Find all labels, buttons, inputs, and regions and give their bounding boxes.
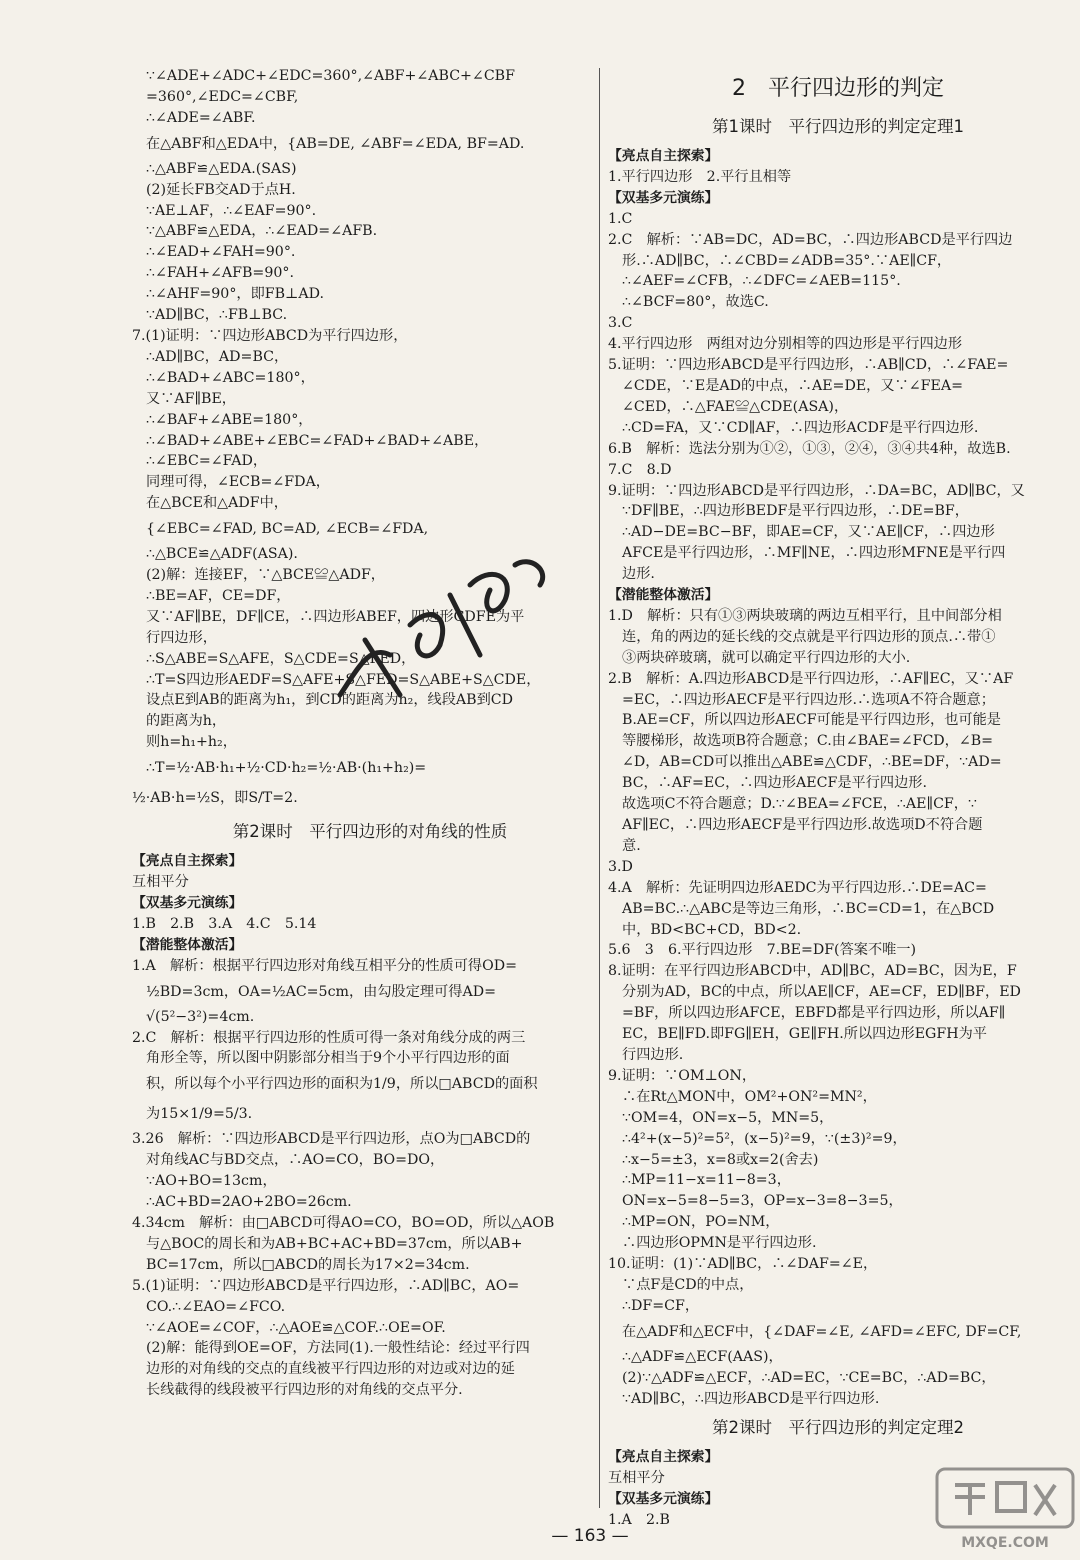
text-line: ∴DF=CF，: [622, 1297, 700, 1314]
text-line: 3.D: [608, 858, 633, 875]
text-line: ∵∠ADE+∠ADC+∠EDC=360°,∠ABF+∠ABC+∠CBF: [146, 68, 515, 84]
text-line: 在△BCE和△ADF中，: [146, 495, 288, 512]
text-line: 又∵AF∥BE，: [146, 390, 236, 407]
text-line: 边形的对角线的交点的直线被平行四边形的对边或对边的延: [146, 1361, 515, 1378]
text-line: ∴BE=AF，CE=DF，: [146, 587, 291, 604]
text-line: 故选项C不符合题意；D.∵∠BEA=∠FCE，∴AE∥CF，∵: [622, 796, 977, 813]
lesson-title: 第2课时 平行四边形的对角线的性质: [232, 822, 508, 842]
text-line: 积，所以每个小平行四边形的面积为1/9，所以□ABCD的面积: [146, 1076, 538, 1093]
text-line: ON=x−5=8−5=3，OP=x−3=8−3=5，: [622, 1193, 903, 1210]
text-line: ∴∠AEF=∠CFB，∴∠DFC=∠AEB=115°.: [622, 273, 901, 290]
page-number: — 163 —: [551, 1526, 629, 1546]
text-line: 2.C 解析：∵AB=DC，AD=BC，∴四边形ABCD是平行四边: [608, 231, 1013, 248]
text-line: ∴∠BAF+∠ABE=180°，: [146, 411, 313, 428]
text-line: ∵点F是CD的中点，: [622, 1276, 754, 1293]
text-line: {∠EBC=∠FAD, BC=AD, ∠ECB=∠FDA,: [146, 521, 429, 538]
text-line: (2)∵△ADF≌△ECF，∴AD=EC，∵CE=BC，∴AD=BC，: [622, 1369, 996, 1386]
section-header: 【潜能整体激活】: [132, 936, 243, 953]
text-line: =BF，所以四边形AFCE，EBFD都是平行四边形，所以AF∥: [622, 1005, 1006, 1022]
text-line: ∴△ABF≌△EDA.(SAS): [146, 160, 297, 177]
text-line: 为15×1/9=5/3.: [146, 1106, 253, 1123]
text-line: 10.证明：(1)∵AD∥BC，∴∠DAF=∠E，: [608, 1256, 878, 1273]
text-line: ∵AD∥BC，∴四边形ABCD是平行四边形.: [622, 1390, 880, 1407]
text-line: 9.证明：∵OM⊥ON，: [608, 1067, 757, 1084]
text-line: =EC，∴四边形AECF是平行四边形.∴选项A不符合题意；: [622, 691, 995, 708]
section-header: 【亮点自主探索】: [608, 148, 719, 164]
text-line: ∵∠AOE=∠COF，∴△AOE≌△COF.∴OE=OF.: [146, 1319, 446, 1336]
svg-text:MXQE.COM: MXQE.COM: [961, 1535, 1049, 1551]
text-line: ∵DF∥BE，∴四边形BEDF是平行四边形，∴DE=BF，: [622, 503, 969, 520]
text-line: ∴MP=ON，PO=NM，: [622, 1214, 780, 1231]
text-line: 1.D 解析：只有①③两块玻璃的两边互相平行，且中间部分相: [608, 607, 1002, 624]
text-line: (2)解：能得到OE=OF，方法同(1).一般性结论：经过平行四: [146, 1340, 530, 1357]
answer-line: 1.A 2.B: [608, 1512, 670, 1529]
text-line: ∴四边形OPMN是平行四边形.: [622, 1235, 817, 1252]
text-line: AFCE是平行四边形，∴MF∥NE，∴四边形MFNE是平行四: [622, 545, 1006, 562]
text-line: 1.C: [608, 210, 633, 227]
text-line: ∴在Rt△MON中，OM²+ON²=MN²，: [622, 1088, 877, 1105]
section-header: 【亮点自主探索】: [608, 1449, 719, 1466]
text-line: AB=BC.∴△ABC是等边三角形，∴BC=CD=1，在△BCD: [622, 900, 995, 917]
text-line: 角形全等，所以图中阴影部分相当于9个小平行四边形的面: [146, 1050, 510, 1067]
text-line: ∴∠BAD+∠ABE+∠EBC=∠FAD+∠BAD+∠ABE，: [146, 432, 489, 449]
text-line: =360°,∠EDC=∠CBF,: [146, 88, 299, 105]
text-line: ∵OM=4，ON=x−5，MN=5，: [622, 1109, 834, 1126]
answer-line: 1.B 2.B 3.A 4.C 5.14: [132, 915, 317, 932]
answer-line: 互相平分: [132, 874, 189, 891]
text-line: (2)解：连接EF，∵△BCE≌△ADF，: [146, 567, 385, 584]
text-line: ∴∠EBC=∠FAD，: [146, 453, 268, 470]
text-line: 设点E到AB的距离为h₁，到CD的距离为h₂，线段AB到CD: [146, 692, 513, 709]
text-line: 边形.: [622, 566, 655, 583]
section-header: 【亮点自主探索】: [132, 853, 243, 870]
section-header: 【潜能整体激活】: [608, 587, 719, 604]
text-line: ∵AO+BO=13cm，: [146, 1173, 277, 1190]
text-line: ∴x−5=±3，x=8或x=2(舍去): [622, 1151, 819, 1168]
text-line: ∴S△ABE=S△AFE，S△CDE=S△FED，: [146, 650, 416, 667]
text-line: ∴△BCE≌△ADF(ASA).: [146, 546, 298, 563]
answer-line: 互相平分: [608, 1470, 665, 1487]
text-line: ∴∠BAD+∠ABC=180°，: [146, 369, 315, 386]
handwriting-scrawl: [330, 545, 560, 715]
right-column: [608, 66, 1068, 1531]
text-line: 行四边形.: [622, 1046, 684, 1063]
text-line: AF∥EC，∴四边形AECF是平行四边形.故选项D不符合题: [622, 817, 983, 833]
text-line: 的距离为h，: [146, 713, 227, 730]
text-line: EC，BE∥FD.即FG∥EH，GE∥FH.所以四边形EGFH为平: [622, 1026, 987, 1043]
text-line: 分别为AD，BC的中点，所以AE∥CF，AE=CF，ED∥BF，ED: [622, 984, 1021, 1001]
text-line: √(5²−3²)=4cm.: [146, 1008, 255, 1025]
section-header: 【双基多元演练】: [132, 895, 243, 911]
text-line: 3.26 解析：∵四边形ABCD是平行四边形，点O为□ABCD的: [132, 1131, 531, 1148]
column-divider: [599, 68, 600, 1508]
left-column: [132, 66, 594, 1401]
text-line: 4.A 解析：先证明四边形AEDC为平行四边形.∴DE=AC=: [608, 879, 987, 896]
text-line: 与△BOC的周长和为AB+BC+AC+BD=37cm，所以AB+: [146, 1235, 523, 1252]
text-line: ½BD=3cm，OA=½AC=5cm，由勾股定理可得AD=: [146, 983, 496, 1000]
text-line: 5.(1)证明：∵四边形ABCD是平行四边形，∴AD∥BC，AO=: [132, 1277, 520, 1294]
text-line: 对角线AC与BD交点，∴AO=CO，BO=DO，: [146, 1152, 445, 1169]
text-line: ∴AD−DE=BC−BF，即AE=CF，又∵AE∥CF，∴四边形: [622, 524, 995, 541]
section-title: 2 平行四边形的判定: [732, 76, 944, 101]
section-header: 【双基多元演练】: [608, 189, 719, 206]
text-line: 同理可得，∠ECB=∠FDA，: [146, 474, 330, 491]
text-line: 4.34cm 解析：由□ABCD可得AO=CO，BO=OD，所以△AOB: [132, 1214, 555, 1231]
lesson-title: 第2课时 平行四边形的判定定理2: [712, 1418, 964, 1438]
text-line: 则h=h₁+h₂，: [146, 734, 237, 751]
lesson-title: 第1课时 平行四边形的判定定理1: [712, 117, 964, 136]
text-line: ∴△ADF≌△ECF(AAS)，: [622, 1348, 783, 1365]
text-line: 意.: [622, 837, 641, 854]
text-line: ∴AD∥BC，AD=BC，: [146, 348, 289, 365]
text-line: BC，∴AF=EC，∴四边形AECF是平行四边形.: [622, 775, 927, 792]
site-logo: [935, 1465, 1075, 1555]
text-line: ∵AD∥BC，∴FB⊥BC.: [146, 307, 288, 324]
answer-line: 1.平行四边形 2.平行且相等: [608, 168, 792, 185]
text-line: 6.B 解析：选法分别为①②，①③，②④，③④共4种，故选B.: [608, 440, 1011, 457]
text-line: ∴AC+BD=2AO+2BO=26cm.: [146, 1194, 352, 1211]
text-line: 中，BD<BC+CD，BD<2.: [622, 921, 802, 938]
text-line: ∵△ABF≌△EDA，∴∠EAD=∠AFB.: [146, 223, 378, 240]
text-line: 长线截得的线段被平行四边形的对角线的交点平分.: [146, 1382, 463, 1399]
text-line: 等腰梯形，故选项B符合题意；C.由∠BAE=∠FCD，∠B=: [622, 733, 994, 750]
text-line: ∴MP=11−x=11−8=3，: [622, 1172, 791, 1189]
text-line: 8.证明：在平行四边形ABCD中，AD∥BC，AD=BC，因为E，F: [608, 963, 1017, 980]
text-line: B.AE=CF，所以四边形AECF可能是平行四边形，也可能是: [622, 712, 1001, 729]
text-line: ∴∠FAH+∠AFB=90°.: [146, 265, 294, 282]
text-line: 行四边形，: [146, 629, 217, 646]
text-line: CO.∴∠EAO=∠FCO.: [146, 1298, 286, 1315]
text-line: 7.(1)证明：∵四边形ABCD为平行四边形，: [132, 327, 408, 344]
text-line: ∴T=½·AB·h₁+½·CD·h₂=½·AB·(h₁+h₂)=: [146, 760, 427, 777]
text-line: 连，角的两边的延长线的交点就是平行四边形的顶点.∴带①: [622, 628, 996, 645]
text-line: 2.B 解析：A.四边形ABCD是平行四边形，∴AF∥EC，又∵AF: [608, 670, 1014, 687]
text-line: 在△ADF和△ECF中，{∠DAF=∠E, ∠AFD=∠EFC, DF=CF,: [622, 1323, 1022, 1340]
text-line: ∠CDE，∵E是AD的中点，∴AE=DE，又∵∠FEA=: [622, 377, 963, 394]
text-line: ∠CED，∴△FAE≌△CDE(ASA)，: [622, 398, 849, 415]
text-line: 7.C 8.D: [608, 461, 672, 478]
text-line: 9.证明：∵四边形ABCD是平行四边形，∴DA=BC，AD∥BC，又: [608, 482, 1025, 499]
text-line: 又∵AF∥BE，DF∥CE，∴四边形ABEF，四边形CDFE为平: [146, 608, 525, 625]
text-line: ½·AB·h=½S，即S/T=2.: [132, 790, 298, 807]
section-header: 【双基多元演练】: [608, 1491, 719, 1508]
text-line: ∠D，AB=CD可以推出△ABE≌△CDF，∴BE=DF，∵AD=: [622, 754, 1002, 771]
text-line: 5.6 3 6.平行四边形 7.BE=DF(答案不唯一): [608, 942, 917, 959]
text-line: 3.C: [608, 315, 633, 332]
text-line: ∴∠EAD+∠FAH=90°.: [146, 244, 296, 261]
text-line: ∴4²+(x−5)²=5²，(x−5)²=9，∵(±3)²=9，: [622, 1130, 907, 1147]
text-line: 形.∴AD∥BC，∴∠CBD=∠ADB=35°.∵AE∥CF，: [622, 252, 952, 269]
text-line: ∴CD=FA，又∵CD∥AF，∴四边形ACDF是平行四边形.: [622, 419, 979, 436]
text-line: 2.C 解析：根据平行四边形的性质可得一条对角线分成的两三: [132, 1029, 526, 1046]
text-line: 在△ABF和△EDA中，{AB=DE, ∠ABF=∠EDA, BF=AD.: [146, 135, 525, 152]
text-line: ∵AE⊥AF，∴∠EAF=90°.: [146, 202, 317, 219]
text-line: 4.平行四边形 两组对边分别相等的四边形是平行四边形: [608, 336, 963, 353]
text-line: ∴∠BCF=80°，故选C.: [622, 294, 769, 311]
text-line: ∴∠AHF=90°，即FB⊥AD.: [146, 286, 325, 303]
text-line: 1.A 解析：根据平行四边形对角线互相平分的性质可得OD=: [132, 957, 517, 974]
text-line: (2)延长FB交AD于点H.: [146, 181, 296, 198]
text-line: 5.证明：∵四边形ABCD是平行四边形，∴AB∥CD，∴∠FAE=: [608, 357, 1009, 374]
text-line: ∴∠ADE=∠ABF.: [146, 109, 256, 126]
text-line: BC=17cm，所以□ABCD的周长为17×2=34cm.: [146, 1256, 470, 1273]
text-line: ∴T=S四边形AEDF=S△AFE+S△FED=S△ABE+S△CDE，: [146, 671, 541, 688]
text-line: ③两块碎玻璃，就可以确定平行四边形的大小.: [622, 649, 911, 666]
